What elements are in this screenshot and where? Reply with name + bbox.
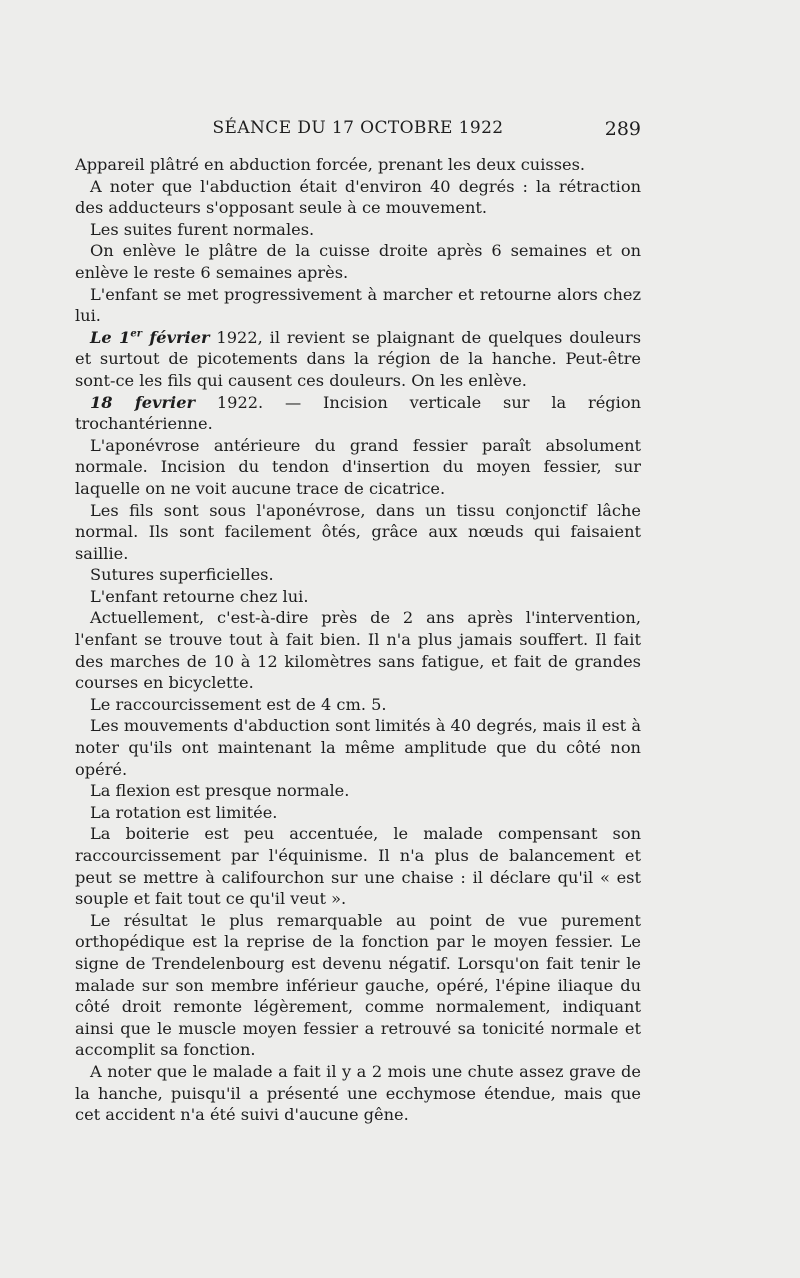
date-label	[90, 393, 195, 412]
paragraph: On enlève le plâtre de la cuisse droite après 6 semaines et on enlève le reste 6 semaines après.	[75, 241, 641, 282]
paragraph: Les suites furent normales.	[90, 219, 315, 239]
date-suffix: fevrier	[112, 392, 196, 412]
paragraph: L'enfant retourne chez lui.	[90, 586, 309, 606]
paragraph: La flexion est presque normale.	[90, 781, 350, 801]
paragraph: A noter que le malade a fait il y a 2 mois une chute assez grave de la hanche, puisqu'il a présenté une ecchymose étendue, mais que cet accident n'a été suivi d'aucune gêne.	[75, 1061, 641, 1125]
paragraph: Le raccourcissement est de 4 cm. 5.	[90, 694, 387, 714]
date-suffix: février	[141, 327, 210, 347]
paragraph: Sutures superficielles.	[90, 565, 274, 585]
date-prefix: 18	[90, 392, 113, 412]
date-prefix: Le 1	[90, 327, 131, 347]
paragraph-text: 1922, il revient se plaignant de quelques douleurs et surtout de picotements dans la région de la hanche. Peut-être sont-ce les fils qui causent ces douleurs. On les enlève.	[75, 327, 641, 390]
date-label	[90, 328, 210, 347]
paragraph: Le résultat le plus remarquable au point de vue purement orthopédique est la reprise de la fonction par le moyen fessier. Le signe de Trendelenbourg est devenu négatif. Lorsqu'on fait tenir le malade sur son membre inférieur gauche, opéré, l'épine iliaque du côté droit remonte légèrement, comme normalement, indiquant ainsi que le muscle moyen fessier a retrouvé sa tonicité normale et accomplit sa fonction.	[75, 910, 641, 1060]
body-text	[75, 154, 641, 1126]
running-head-title: SÉANCE DU 17 OCTOBRE 1922	[212, 118, 504, 138]
paragraph: A noter que l'abduction était d'environ 40 degrés : la rétraction des adducteurs s'opposant seule à ce mouvement.	[75, 176, 641, 218]
paragraph-text: 1922. — Incision verticale sur la région trochantérienne.	[75, 392, 642, 434]
paragraph-dated	[75, 392, 641, 435]
paragraph: Les mouvements d'abduction sont limités à 40 degrés, mais il est à noter qu'ils ont maintenant la même amplitude que du côté non opéré.	[75, 716, 641, 779]
page-number: 289	[604, 118, 641, 140]
paragraph-dated	[75, 327, 641, 392]
paragraph: La boiterie est peu accentuée, le malade compensant son raccourcissement par l'équinisme. Il n'a plus de balancement et peut se mettre à califourchon sur une chaise : il déclare qu'il « est souple et fait tout ce qu'il veut ».	[75, 824, 641, 909]
paragraph: Les fils sont sous l'aponévrose, dans un tissu conjonctif lâche normal. Ils sont facilement ôtés, grâce aux nœuds qui faisaient saillie.	[75, 500, 641, 563]
paragraph: Appareil plâtré en abduction forcée, prenant les deux cuisses.	[75, 155, 586, 174]
running-head	[75, 118, 641, 148]
paragraph: L'aponévrose antérieure du grand fessier paraît absolument normale. Incision du tendon d'insertion du moyen fessier, sur laquelle on ne voit aucune trace de cicatrice.	[75, 435, 641, 498]
paragraph: La rotation est limitée.	[90, 802, 278, 822]
paragraph: Actuellement, c'est-à-dire près de 2 ans après l'intervention, l'enfant se trouve tout à fait bien. Il n'a plus jamais souffert. Il fait des marches de 10 à 12 kilomètres sans fatigue, et fait de grandes courses en bicyclette.	[75, 608, 641, 693]
date-superscript: er	[130, 328, 142, 340]
paragraph: L'enfant se met progressivement à marcher et retourne alors chez lui.	[75, 284, 641, 326]
